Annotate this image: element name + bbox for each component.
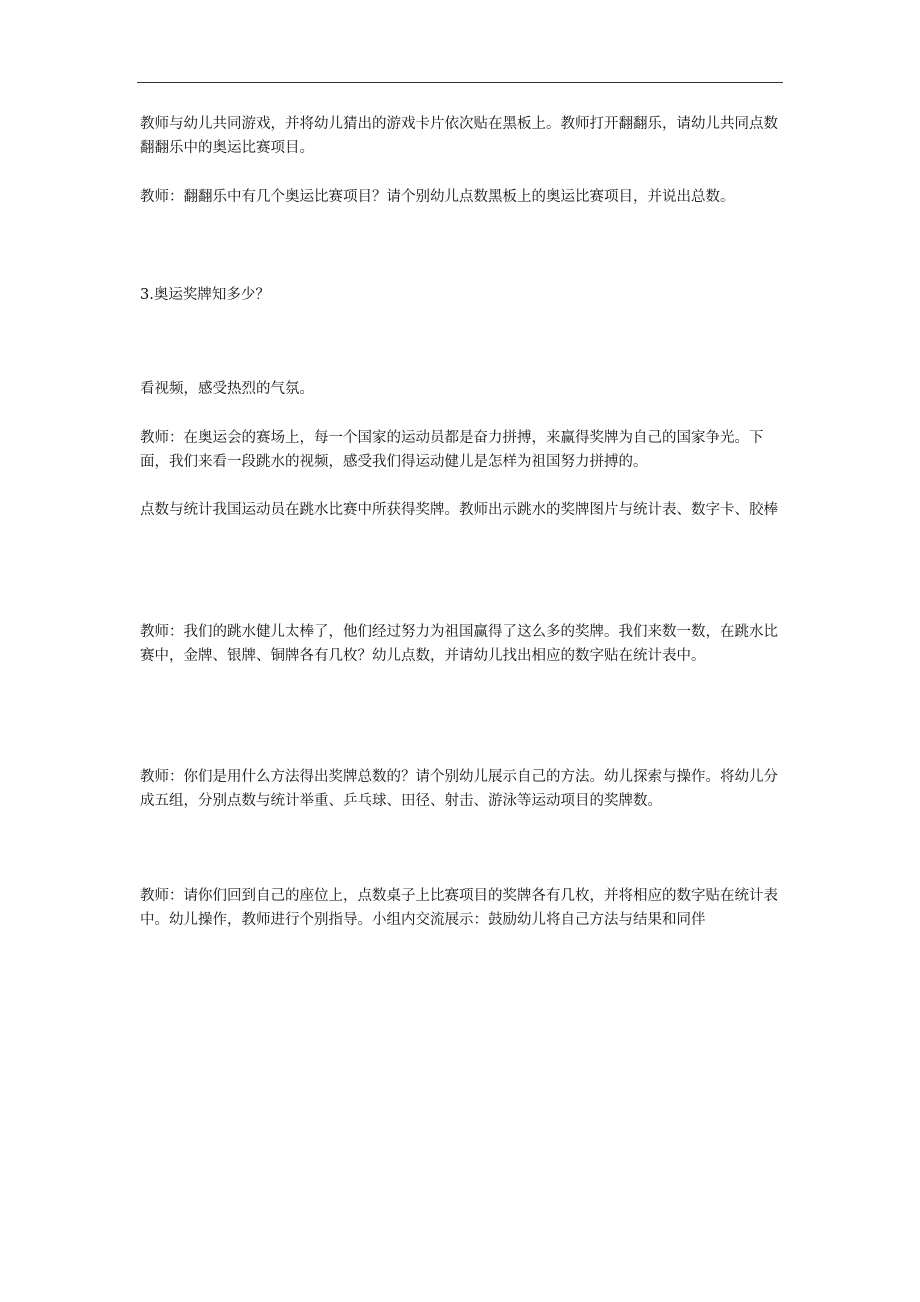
header-rule [137,82,783,83]
section-heading-medals: 3.奥运奖牌知多少？ [140,287,270,303]
paragraph-teacher-diving-medals: 教师：我们的跳水健儿太棒了，他们经过努力为祖国赢得了这么多的奖牌。我们来数一数，在跳水比赛中，金牌、银牌、铜牌各有几枚？幼儿点数，并请幼儿找出相应的数字贴在统计表中。 [140,624,778,664]
paragraph-watch-video: 看视频，感受热烈的气氛。 [140,381,314,397]
paragraph-game-cards: 教师与幼儿共同游戏，并将幼儿猜出的游戏卡片依次贴在黑板上。教师打开翻翻乐，请幼儿共同点数翻翻乐中的奥运比赛项目。 [140,116,778,156]
paragraph-teacher-seats: 教师：请你们回到自己的座位上，点数桌子上比赛项目的奖牌各有几枚，并将相应的数字贴在统计表中。幼儿操作，教师进行个别指导。小组内交流展示：鼓励幼儿将自己方法与结果和同伴 [140,888,778,928]
paragraph-teacher-question-count: 教师：翻翻乐中有几个奥运比赛项目？请个别幼儿点数黑板上的奥运比赛项目，并说出总数。 [140,189,735,205]
paragraph-count-diving-medals: 点数与统计我国运动员在跳水比赛中所获得奖牌。教师出示跳水的奖牌图片与统计表、数字卡、胶棒 [140,502,778,518]
paragraph-teacher-olympics-intro: 教师：在奥运会的赛场上，每一个国家的运动员都是奋力拼搏，来赢得奖牌为自己的国家争光。下面，我们来看一段跳水的视频，感受我们得运动健儿是怎样为祖国努力拼搏的。 [140,430,764,470]
paragraph-teacher-method: 教师：你们是用什么方法得出奖牌总数的？请个别幼儿展示自己的方法。幼儿探索与操作。将幼儿分成五组，分别点数与统计举重、乒乓球、田径、射击、游泳等运动项目的奖牌数。 [140,769,778,809]
